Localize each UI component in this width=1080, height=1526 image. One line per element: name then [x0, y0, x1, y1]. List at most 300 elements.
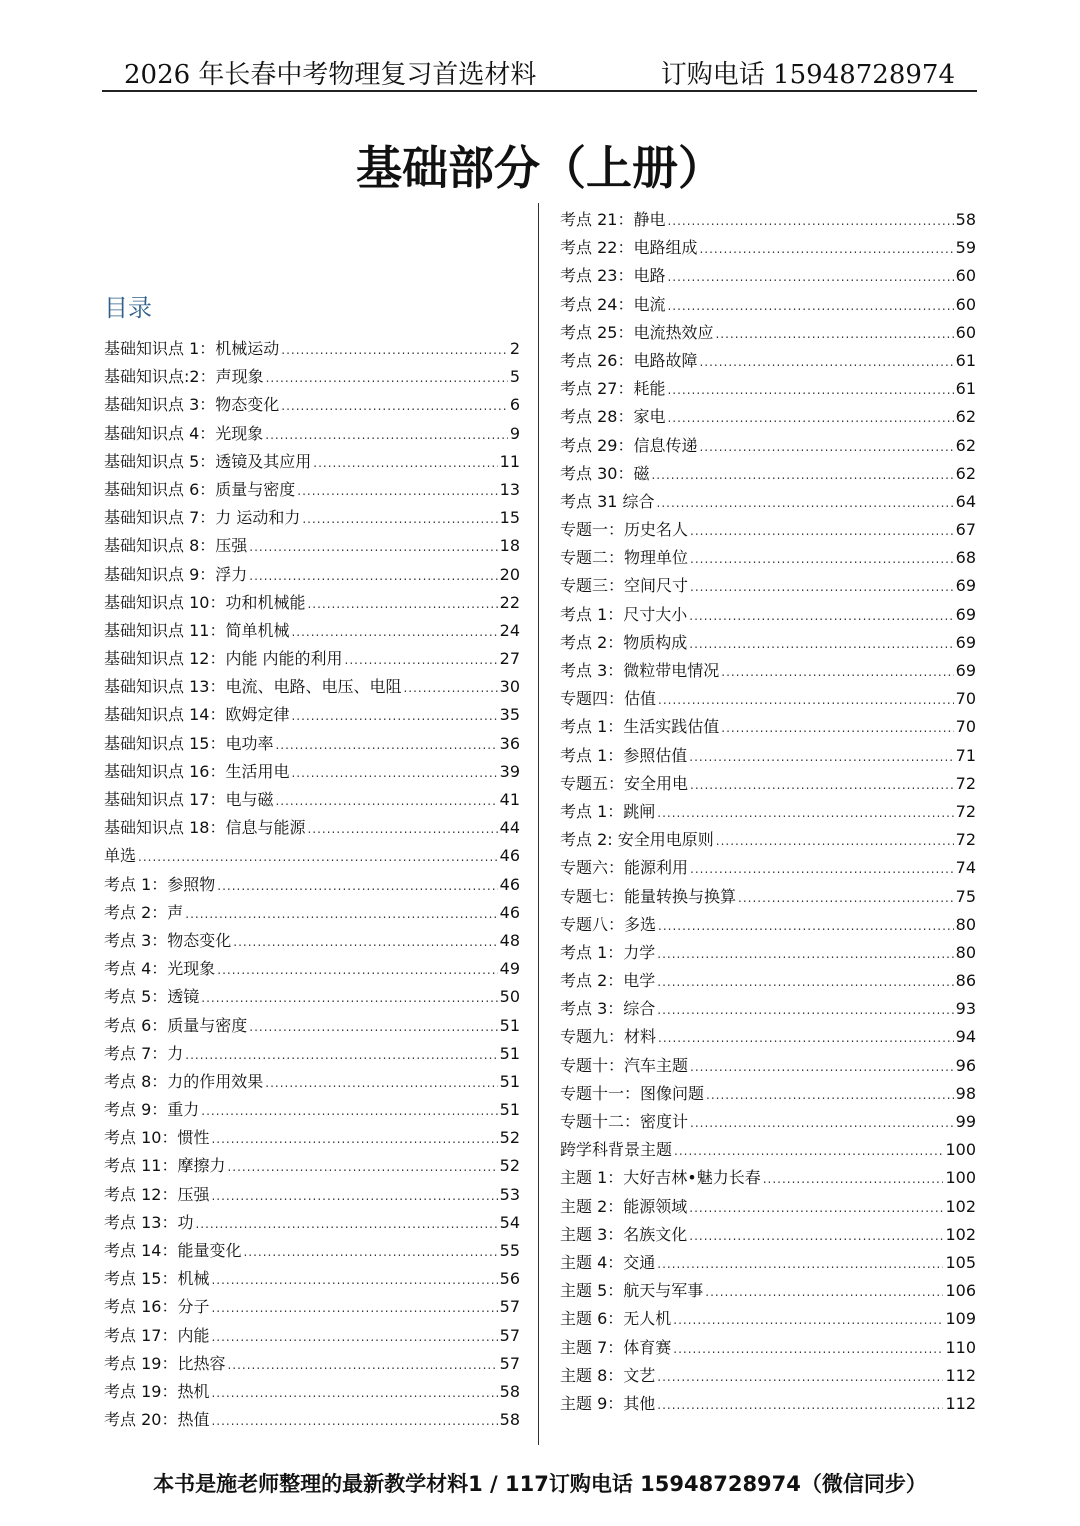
- toc-leader-dots: [721, 714, 953, 742]
- toc-entry-page: 54: [499, 1212, 520, 1232]
- toc-entry[interactable]: [560, 347, 976, 375]
- toc-leader-dots: [307, 815, 497, 843]
- toc-entry[interactable]: [104, 476, 520, 504]
- toc-entry-page: 99: [955, 1112, 976, 1131]
- toc-entry[interactable]: [560, 516, 976, 544]
- toc-entry-label: 考点 30：磁: [560, 463, 650, 483]
- toc-entry[interactable]: [560, 939, 976, 967]
- toc-leader-dots: [667, 404, 953, 432]
- toc-entry-label: 专题五：安全用电: [560, 773, 689, 793]
- toc-leader-dots: [201, 984, 497, 1012]
- toc-entry-page: 49: [499, 959, 520, 979]
- toc-entry-page: 55: [499, 1241, 520, 1260]
- toc-entry-page: 70: [955, 717, 976, 737]
- toc-entry-page: 27: [499, 649, 520, 669]
- toc-entry-label: 基础知识点 15：电功率: [104, 733, 274, 753]
- toc-leader-dots: [201, 1097, 497, 1125]
- toc-entry-page: 56: [499, 1269, 520, 1289]
- toc-entry-page: 20: [499, 564, 520, 584]
- toc-entry-page: 110: [945, 1337, 976, 1357]
- toc-entry-label: 主题 5：航天与军事: [560, 1281, 704, 1301]
- toc-entry-page: 48: [499, 930, 520, 950]
- toc-entry[interactable]: [104, 1209, 520, 1237]
- toc-leader-dots: [651, 461, 953, 489]
- toc-entry-page: 6: [509, 395, 520, 415]
- toc-entry-page: 62: [955, 463, 976, 483]
- toc-leader-dots: [657, 1391, 943, 1419]
- toc-entry-label: 考点 2：声: [104, 902, 184, 922]
- toc-entry-page: 62: [955, 435, 976, 455]
- toc-entry-label: 考点 4：光现象: [104, 959, 216, 979]
- toc-leader-dots: [689, 630, 953, 658]
- toc-entry-page: 80: [955, 914, 976, 934]
- toc-entry-page: 96: [955, 1055, 976, 1075]
- toc-leader-dots: [345, 646, 498, 674]
- toc-entry[interactable]: [560, 798, 976, 826]
- toc-entry[interactable]: [104, 589, 520, 617]
- toc-entry-page: 61: [955, 350, 976, 370]
- toc-entry-label: 考点 1：参照估值: [560, 745, 688, 765]
- toc-entry-label: 考点 31 综合: [560, 491, 655, 511]
- toc-leader-dots: [690, 517, 954, 545]
- toc-entry[interactable]: [560, 995, 976, 1023]
- toc-entry[interactable]: [560, 1362, 976, 1390]
- toc-entry-page: 44: [499, 818, 520, 838]
- toc-leader-dots: [657, 940, 953, 968]
- toc-leader-dots: [249, 562, 497, 590]
- toc-entry-label: 主题 8：文艺: [560, 1365, 656, 1385]
- toc-leader-dots: [265, 421, 508, 449]
- toc-entry-page: 58: [499, 1410, 520, 1430]
- toc-leader-dots: [313, 449, 497, 477]
- toc-entry-label: 主题 9：其他: [560, 1393, 656, 1413]
- toc-leader-dots: [657, 1250, 943, 1278]
- toc-entry-label: 专题八：多选: [560, 914, 657, 934]
- toc-entry[interactable]: [560, 657, 976, 685]
- toc-entry-page: 109: [945, 1309, 976, 1329]
- toc-entry[interactable]: [104, 983, 520, 1011]
- toc-leader-dots: [297, 477, 497, 505]
- toc-entry[interactable]: [560, 1305, 976, 1333]
- toc-entry[interactable]: [560, 601, 976, 629]
- toc-entry-page: 50: [499, 987, 520, 1007]
- toc-entry[interactable]: [560, 1193, 976, 1221]
- toc-entry-page: 72: [955, 801, 976, 821]
- toc-leader-dots: [705, 1278, 943, 1306]
- toc-entry[interactable]: [104, 1406, 520, 1434]
- toc-leader-dots: [227, 1351, 497, 1379]
- toc-entry[interactable]: [560, 291, 976, 319]
- toc-entry[interactable]: [560, 403, 976, 431]
- toc-leader-dots: [195, 1210, 497, 1238]
- toc-entry[interactable]: [560, 854, 976, 882]
- toc-leader-dots: [699, 433, 953, 461]
- toc-entry-page: 64: [955, 491, 976, 511]
- toc-leader-dots: [657, 968, 953, 996]
- toc-entry-page: 102: [945, 1196, 976, 1216]
- toc-entry[interactable]: [560, 1023, 976, 1051]
- toc-entry-page: 51: [499, 1043, 520, 1063]
- toc-leader-dots: [265, 1069, 497, 1097]
- toc-entry[interactable]: [104, 1096, 520, 1124]
- toc-leader-dots: [658, 686, 954, 714]
- toc-entry-label: 专题十：汽车主题: [560, 1055, 689, 1075]
- toc-entry-page: 58: [955, 210, 976, 229]
- toc-entry[interactable]: [104, 758, 520, 786]
- toc-entry-page: 9: [509, 423, 520, 443]
- toc-entry-label: 基础知识点 5：透镜及其应用: [104, 451, 312, 471]
- toc-entry-label: 主题 2：能源领域: [560, 1196, 688, 1216]
- toc-entry[interactable]: [560, 1052, 976, 1080]
- page-footer: 本书是施老师整理的最新教学材料1 / 117订购电话 15948728974（微信同步）: [153, 1472, 927, 1496]
- toc-entry-label: 基础知识点 17：电与磁: [104, 790, 274, 809]
- toc-entry[interactable]: [104, 1322, 520, 1350]
- toc-entry[interactable]: [560, 1136, 976, 1164]
- toc-entry[interactable]: [560, 742, 976, 770]
- toc-right-column: [560, 206, 976, 1418]
- toc-leader-dots: [211, 1407, 497, 1435]
- toc-entry-page: 105: [945, 1252, 976, 1272]
- toc-entry[interactable]: [104, 786, 520, 814]
- toc-entry-page: 57: [499, 1297, 520, 1317]
- toc-entry-label: 基础知识点 1：机械运动: [104, 339, 280, 358]
- toc-entry-label: 跨学科背景主题: [560, 1140, 673, 1160]
- toc-leader-dots: [674, 1137, 943, 1165]
- toc-entry-page: 69: [955, 576, 976, 596]
- toc-entry[interactable]: [560, 911, 976, 939]
- toc-leader-dots: [721, 658, 953, 686]
- toc-entry-page: 67: [955, 520, 976, 540]
- toc-entry-page: 52: [499, 1128, 520, 1148]
- toc-entry-label: 基础知识点 10：功和机械能: [104, 592, 306, 612]
- toc-entry-label: 专题三：空间尺寸: [560, 576, 689, 596]
- toc-entry[interactable]: [560, 488, 976, 516]
- toc-entry-page: 71: [955, 745, 976, 765]
- toc-leader-dots: [403, 674, 497, 702]
- toc-entry[interactable]: [104, 1068, 520, 1096]
- toc-entry-page: 72: [955, 830, 976, 850]
- toc-entry[interactable]: [104, 1152, 520, 1180]
- toc-entry[interactable]: [104, 1040, 520, 1068]
- toc-entry-label: 基础知识点 9：浮力: [104, 564, 248, 584]
- toc-leader-dots: [673, 1335, 943, 1363]
- toc-entry-page: 51: [499, 1015, 520, 1035]
- toc-entry-label: 考点 2：物质构成: [560, 632, 688, 652]
- toc-entry[interactable]: [560, 1164, 976, 1192]
- toc-entry-label: 主题 3：名族文化: [560, 1224, 688, 1244]
- toc-entry-page: 69: [955, 661, 976, 680]
- toc-entry-label: 考点 13：功: [104, 1212, 194, 1232]
- toc-entry[interactable]: [560, 629, 976, 657]
- toc-entry-label: 考点 1：尺寸大小: [560, 604, 688, 624]
- toc-entry-page: 46: [499, 902, 520, 922]
- toc-entry-page: 30: [499, 677, 520, 697]
- toc-entry[interactable]: [104, 1012, 520, 1040]
- toc-entry-page: 22: [499, 592, 520, 612]
- toc-leader-dots: [657, 799, 953, 827]
- toc-entry[interactable]: [104, 391, 520, 419]
- toc-leader-dots: [667, 376, 953, 404]
- toc-entry[interactable]: [560, 319, 976, 347]
- toc-entry[interactable]: [104, 955, 520, 983]
- toc-entry-label: 专题九：材料: [560, 1027, 657, 1047]
- toc-entry-label: 考点 12：压强: [104, 1184, 210, 1204]
- toc-entry-page: 112: [945, 1365, 976, 1385]
- toc-entry[interactable]: [560, 572, 976, 600]
- toc-entry-label: 基础知识点 8：压强: [104, 536, 248, 556]
- toc-entry-label: 考点 2：电学: [560, 971, 656, 991]
- toc-entry-page: 60: [955, 322, 976, 342]
- toc-entry-label: 主题 1：大好吉林•魅力长春: [560, 1168, 761, 1188]
- toc-entry-label: 主题 4：交通: [560, 1252, 656, 1272]
- toc-entry[interactable]: [104, 1124, 520, 1152]
- toc-entry-label: 基础知识点 3：物态变化: [104, 395, 280, 415]
- toc-leader-dots: [690, 573, 954, 601]
- toc-entry-page: 35: [499, 705, 520, 725]
- toc-entry[interactable]: [560, 967, 976, 995]
- toc-leader-dots: [689, 1194, 943, 1222]
- toc-entry-page: 15: [499, 508, 520, 528]
- toc-entry[interactable]: [560, 234, 976, 262]
- toc-leader-dots: [673, 1306, 943, 1334]
- toc-entry-label: 基础知识点 13：电流、电路、电压、电阻: [104, 677, 402, 697]
- toc-entry-label: 考点 1：生活实践估值: [560, 717, 720, 737]
- toc-leader-dots: [716, 827, 954, 855]
- toc-entry-label: 专题二：物理单位: [560, 548, 689, 568]
- toc-entry[interactable]: [104, 673, 520, 701]
- toc-entry-label: 基础知识点 14：欧姆定律: [104, 705, 290, 725]
- toc-entry-label: 考点 11：摩擦力: [104, 1156, 226, 1176]
- toc-entry-label: 专题七：能量转换与换算: [560, 886, 737, 906]
- toc-leader-dots: [138, 843, 498, 871]
- toc-entry[interactable]: [560, 1080, 976, 1108]
- toc-entry-label: 考点 19：比热容: [104, 1353, 226, 1373]
- toc-entry-label: 基础知识点 12：内能 内能的利用: [104, 649, 343, 669]
- toc-entry[interactable]: [104, 1265, 520, 1293]
- toc-entry-label: 考点 6：质量与密度: [104, 1015, 248, 1035]
- toc-leader-dots: [281, 336, 508, 364]
- toc-leader-dots: [667, 263, 953, 291]
- toc-leader-dots: [185, 900, 497, 928]
- toc-leader-dots: [291, 702, 497, 730]
- toc-entry[interactable]: [560, 375, 976, 403]
- toc-leader-dots: [715, 320, 953, 348]
- toc-entry[interactable]: [560, 685, 976, 713]
- toc-leader-dots: [699, 348, 953, 376]
- toc-leader-dots: [291, 759, 497, 787]
- toc-entry-page: 46: [499, 846, 520, 866]
- toc-leader-dots: [249, 1013, 497, 1041]
- toc-entry-page: 61: [955, 379, 976, 399]
- toc-entry-page: 72: [955, 773, 976, 793]
- toc-entry-label: 考点 1：跳闸: [560, 801, 656, 821]
- toc-leader-dots: [690, 771, 954, 799]
- toc-entry-label: 考点 3：综合: [560, 999, 656, 1019]
- toc-entry[interactable]: [104, 927, 520, 955]
- toc-heading: 目录: [104, 294, 152, 322]
- toc-entry-page: 98: [955, 1083, 976, 1103]
- toc-leader-dots: [302, 505, 497, 533]
- toc-leader-dots: [227, 1153, 497, 1181]
- toc-entry-label: 单选: [104, 846, 137, 866]
- toc-leader-dots: [217, 956, 497, 984]
- toc-leader-dots: [211, 1125, 497, 1153]
- header-phone: 订购电话 15948728974: [660, 60, 955, 90]
- toc-entry-page: 5: [509, 367, 520, 387]
- toc-entry-page: 86: [955, 971, 976, 991]
- toc-entry[interactable]: [104, 1181, 520, 1209]
- toc-entry[interactable]: [560, 1249, 976, 1277]
- toc-entry-page: 59: [955, 238, 976, 258]
- toc-leader-dots: [233, 928, 497, 956]
- toc-entry[interactable]: [104, 532, 520, 560]
- toc-entry-label: 考点 8：力的作用效果: [104, 1071, 264, 1091]
- toc-entry[interactable]: [560, 883, 976, 911]
- column-divider: [538, 203, 539, 1445]
- toc-leader-dots: [690, 545, 954, 573]
- toc-entry-page: 41: [499, 790, 520, 809]
- toc-entry-page: 70: [955, 689, 976, 709]
- toc-entry-label: 考点 3：微粒带电情况: [560, 661, 720, 680]
- toc-entry[interactable]: [104, 1293, 520, 1321]
- toc-leader-dots: [699, 235, 953, 263]
- toc-entry[interactable]: [104, 814, 520, 842]
- toc-leader-dots: [291, 618, 497, 646]
- toc-entry[interactable]: [104, 645, 520, 673]
- toc-entry-label: 考点 15：机械: [104, 1269, 210, 1289]
- toc-entry[interactable]: [560, 432, 976, 460]
- toc-leader-dots: [211, 1266, 497, 1294]
- toc-entry-page: 69: [955, 632, 976, 652]
- toc-entry-label: 专题十二：密度计: [560, 1112, 689, 1131]
- toc-entry[interactable]: [560, 1334, 976, 1362]
- toc-leader-dots: [689, 602, 953, 630]
- toc-leader-dots: [706, 1081, 954, 1109]
- toc-leader-dots: [249, 533, 497, 561]
- toc-entry[interactable]: [104, 561, 520, 589]
- toc-entry-page: 112: [945, 1393, 976, 1413]
- toc-entry[interactable]: [560, 1390, 976, 1418]
- toc-leader-dots: [217, 872, 497, 900]
- toc-entry[interactable]: [104, 899, 520, 927]
- toc-entry-label: 考点 1：力学: [560, 942, 656, 962]
- toc-entry-page: 80: [955, 942, 976, 962]
- toc-entry[interactable]: [104, 1350, 520, 1378]
- toc-entry-page: 18: [499, 536, 520, 556]
- page-header: [102, 52, 977, 92]
- toc-entry-label: 考点 17：内能: [104, 1325, 210, 1345]
- toc-entry-label: 基础知识点 6：质量与密度: [104, 479, 296, 499]
- toc-leader-dots: [657, 996, 953, 1024]
- toc-entry-page: 94: [955, 1027, 976, 1047]
- toc-leader-dots: [185, 1041, 497, 1069]
- toc-entry-label: 考点 26：电路故障: [560, 350, 698, 370]
- toc-entry-label: 考点 19：热机: [104, 1381, 210, 1401]
- toc-entry-label: 考点 24：电流: [560, 294, 666, 314]
- toc-entry-page: 62: [955, 407, 976, 427]
- toc-entry-page: 69: [955, 604, 976, 624]
- page-title: 基础部分（上册）: [356, 141, 724, 195]
- toc-entry[interactable]: [560, 460, 976, 488]
- toc-leader-dots: [211, 1182, 497, 1210]
- toc-entry-label: 专题十一：图像问题: [560, 1083, 705, 1103]
- toc-leader-dots: [658, 912, 954, 940]
- toc-entry[interactable]: [560, 544, 976, 572]
- toc-entry[interactable]: [104, 448, 520, 476]
- toc-entry[interactable]: [560, 1221, 976, 1249]
- toc-entry-page: 11: [499, 451, 520, 471]
- toc-entry-page: 57: [499, 1353, 520, 1373]
- toc-entry-page: 39: [499, 761, 520, 781]
- toc-entry[interactable]: [560, 1108, 976, 1136]
- toc-entry[interactable]: [560, 206, 976, 234]
- toc-entry-page: 93: [955, 999, 976, 1019]
- toc-entry[interactable]: [104, 335, 520, 363]
- toc-entry-label: 基础知识点:2：声现象: [104, 367, 264, 387]
- toc-entry[interactable]: [104, 701, 520, 729]
- toc-entry-page: 51: [499, 1100, 520, 1120]
- toc-entry-label: 考点 14：能量变化: [104, 1241, 242, 1260]
- toc-entry-label: 专题六：能源利用: [560, 858, 689, 878]
- toc-leader-dots: [667, 207, 953, 235]
- toc-entry[interactable]: [560, 826, 976, 854]
- toc-leader-dots: [281, 392, 508, 420]
- toc-entry-page: 51: [499, 1071, 520, 1091]
- toc-entry[interactable]: [104, 871, 520, 899]
- toc-entry[interactable]: [560, 1277, 976, 1305]
- toc-leader-dots: [690, 1053, 954, 1081]
- toc-entry[interactable]: [560, 262, 976, 290]
- toc-entry[interactable]: [104, 1378, 520, 1406]
- toc-entry[interactable]: [104, 363, 520, 391]
- toc-entry-page: 102: [945, 1224, 976, 1244]
- toc-leader-dots: [689, 743, 953, 771]
- toc-entry-label: 考点 7：力: [104, 1043, 184, 1063]
- toc-leader-dots: [243, 1238, 497, 1266]
- toc-entry[interactable]: [104, 420, 520, 448]
- toc-entry-page: 75: [955, 886, 976, 906]
- header-title: 2026 年长春中考物理复习首选材料: [124, 60, 537, 90]
- toc-leader-dots: [657, 489, 954, 517]
- toc-entry-page: 46: [499, 874, 520, 894]
- toc-entry-page: 60: [955, 266, 976, 286]
- toc-entry-label: 考点 10：惯性: [104, 1128, 210, 1148]
- toc-entry-label: 基础知识点 16：生活用电: [104, 761, 290, 781]
- toc-entry-label: 考点 1：参照物: [104, 874, 216, 894]
- toc-entry[interactable]: [104, 504, 520, 532]
- toc-entry-label: 基础知识点 11：简单机械: [104, 620, 290, 640]
- toc-entry-label: 考点 22：电路组成: [560, 238, 698, 258]
- toc-entry-label: 考点 3：物态变化: [104, 930, 232, 950]
- toc-entry-label: 考点 21：静电: [560, 210, 666, 229]
- toc-entry[interactable]: [560, 770, 976, 798]
- toc-leader-dots: [689, 1222, 943, 1250]
- toc-entry[interactable]: [104, 842, 520, 870]
- toc-leader-dots: [690, 1109, 954, 1137]
- toc-entry-label: 专题四：估值: [560, 689, 657, 709]
- toc-entry[interactable]: [560, 713, 976, 741]
- toc-entry[interactable]: [104, 1237, 520, 1265]
- toc-entry-page: 58: [499, 1381, 520, 1401]
- toc-entry-label: 基础知识点 7：力 运动和力: [104, 508, 301, 528]
- toc-entry-page: 74: [955, 858, 976, 878]
- toc-entry-label: 基础知识点 4：光现象: [104, 423, 264, 443]
- toc-entry-label: 考点 25：电流热效应: [560, 322, 714, 342]
- toc-entry-label: 考点 5：透镜: [104, 987, 200, 1007]
- toc-entry[interactable]: [104, 730, 520, 758]
- toc-entry[interactable]: [104, 617, 520, 645]
- toc-entry-page: 60: [955, 294, 976, 314]
